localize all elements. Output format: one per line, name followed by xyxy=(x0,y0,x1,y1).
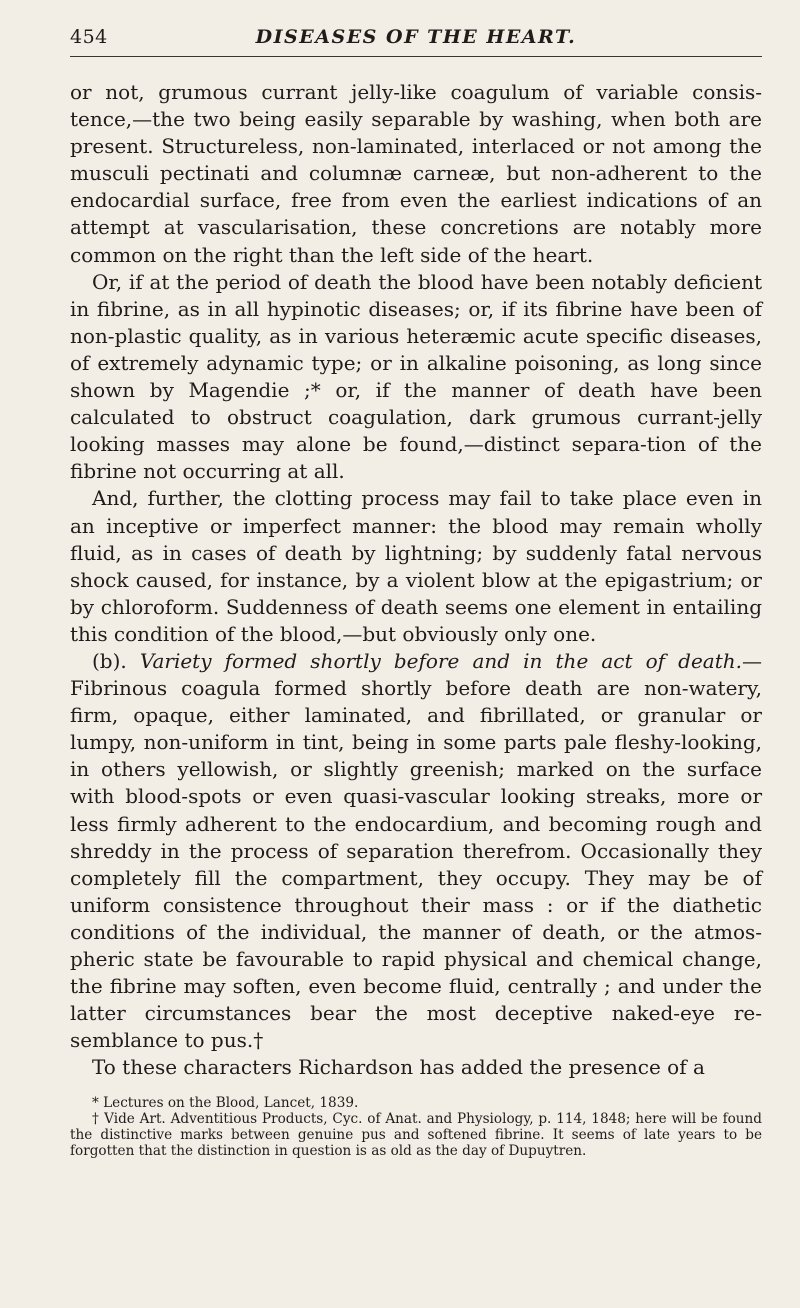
variety-b-heading: Variety formed shortly before and in the act of death. xyxy=(139,648,742,673)
body-text xyxy=(70,79,762,1081)
paragraph-continuation: or not, grumous currant jelly-like coagulum of variable consis-tence,—the two being easily separable by washing, when both are present. Structureless, non-laminated, interlaced or not among the musculi pectinati and columnæ carneæ, but non-adherent to the endocardial surface, free from even the earliest indications of an attempt at vascularisation, these concretions are notably more common on the right than the left side of the heart. xyxy=(70,80,762,267)
page-number: 454 xyxy=(70,26,108,48)
paragraph-fibrine-deficiency: Or, if at the period of death the blood have been notably deficient in fibrine, as in all hypinotic diseases; or, if its fibrine have been of non-plastic quality, as in various heteræmic acute specific diseases, of extremely adynamic type; or in alkaline poisoning, as long since shown by Magendie ;* or, if the manner of death have been calculated to obstruct coagulation, dark grumous currant-jelly looking masses may alone be found,—distinct separa-tion of the fibrine not occurring at all. xyxy=(70,269,762,484)
paragraph-richardson: To these characters Richardson has added the presence of a xyxy=(92,1055,705,1080)
paragraph-variety-b xyxy=(70,648,762,1054)
paragraph-clotting-failure: And, further, the clotting process may fail to take place even in an inceptive or imperfect manner: the blood may remain wholly fluid, as in cases of death by lightning; by suddenly fatal nervous shock caused, for instance, by a violent blow at the epigastrium; or by chloroform. Suddenness of death seems one element in entailing this condition of the blood,—but obviously only one. xyxy=(70,486,762,646)
page-header xyxy=(70,26,762,57)
variety-b-label: (b). xyxy=(92,648,127,673)
footnote-magendie: * Lectures on the Blood, Lancet, 1839. xyxy=(92,1095,359,1112)
running-title: DISEASES OF THE HEART. xyxy=(255,26,577,48)
variety-b-text: — Fibrinous coagula formed shortly before death are non-watery, firm, opaque, either laminated, and fibrillated, or granular or lumpy, non-uniform in tint, being in some parts pale fleshy-looking, in others yellowish, or slightly greenish; marked on the surface with blood-spots or even quasi-vascular looking streaks, more or less firmly adherent to the endocardium, and becoming rough and shreddy in the process of separation therefrom. Occasionally they completely fill the compartment, they occupy. They may be of uniform consistence throughout their mass : or if the diathetic conditions of the individual, the manner of death, or the atmos-pheric state be favourable to rapid physical and chemical change, the fibrine may soften, even become fluid, centrally ; and under the latter circumstances bear the most deceptive naked-eye re-semblance to pus.† xyxy=(70,648,762,1053)
footnote-dupuytren: † Vide Art. Adventitious Products, Cyc. of Anat. and Physiology, p. 114, 1848; here will be found the distinctive marks between genuine pus and softened fibrine. It seems of late years to be forgotten that the distinction in question is as old as the day of Dupuytren. xyxy=(70,1111,762,1160)
footnotes xyxy=(70,1095,762,1159)
